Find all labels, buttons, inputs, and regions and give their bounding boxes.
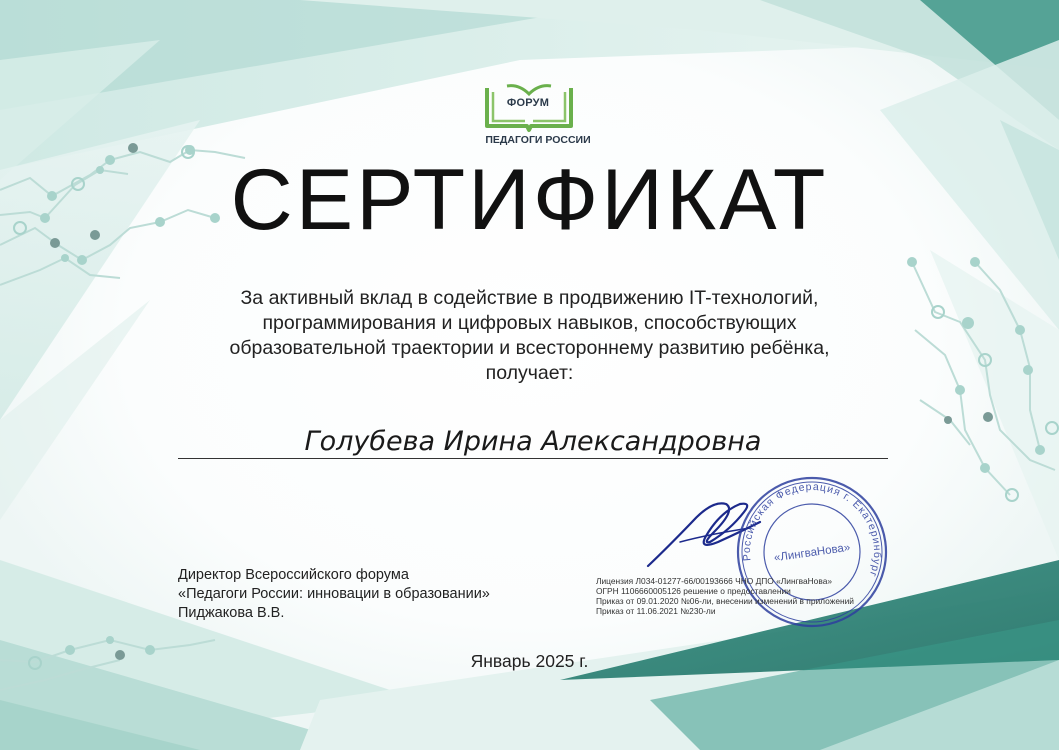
director-line-2: «Педагоги России: инновации в образовании» (178, 586, 490, 602)
name-underline (178, 458, 888, 459)
forum-logo (485, 84, 595, 154)
organization-stamp (732, 472, 892, 632)
director-name: Пиджакова В.В. (178, 605, 285, 621)
issue-date: Январь 2025 г. (470, 651, 589, 671)
license-line-2: ОГРН 1106660005126 решение о предоставлении (596, 586, 791, 596)
license-line-4: Приказ от 11.06.2021 №230-ли (596, 606, 716, 616)
stamp-ring-text: Российская Федерация г. Екатеринбург (740, 480, 884, 579)
recipient-name: Голубева Ирина Александровна (304, 426, 762, 457)
reason-line-2: программирования и цифровых навыков, способствующих (262, 312, 797, 334)
certificate-title: СЕРТИФИКАТ (230, 152, 829, 248)
logo-bottom-text: ПЕДАГОГИ РОССИИ (485, 134, 591, 146)
reason-line-4: получает: (485, 362, 574, 384)
license-line-1: Лицензия Л034-01277-66/00193666 ЧНО ДПО «ЛингваНова» (596, 576, 833, 586)
stamp-center-text: «ЛингваНова» (773, 541, 851, 565)
reason-line-3: образовательной траектории и всестороннему развитию ребёнка, (229, 337, 830, 359)
director-line-1: Директор Всероссийского форума (178, 567, 409, 583)
reason-line-1: За активный вклад в содействие в продвижению IT-технологий, (240, 287, 819, 309)
logo-top-text: ФОРУМ (506, 97, 550, 109)
license-line-3: Приказ от 09.01.2020 №06-ли, внесении изменений в приложений (596, 596, 854, 606)
